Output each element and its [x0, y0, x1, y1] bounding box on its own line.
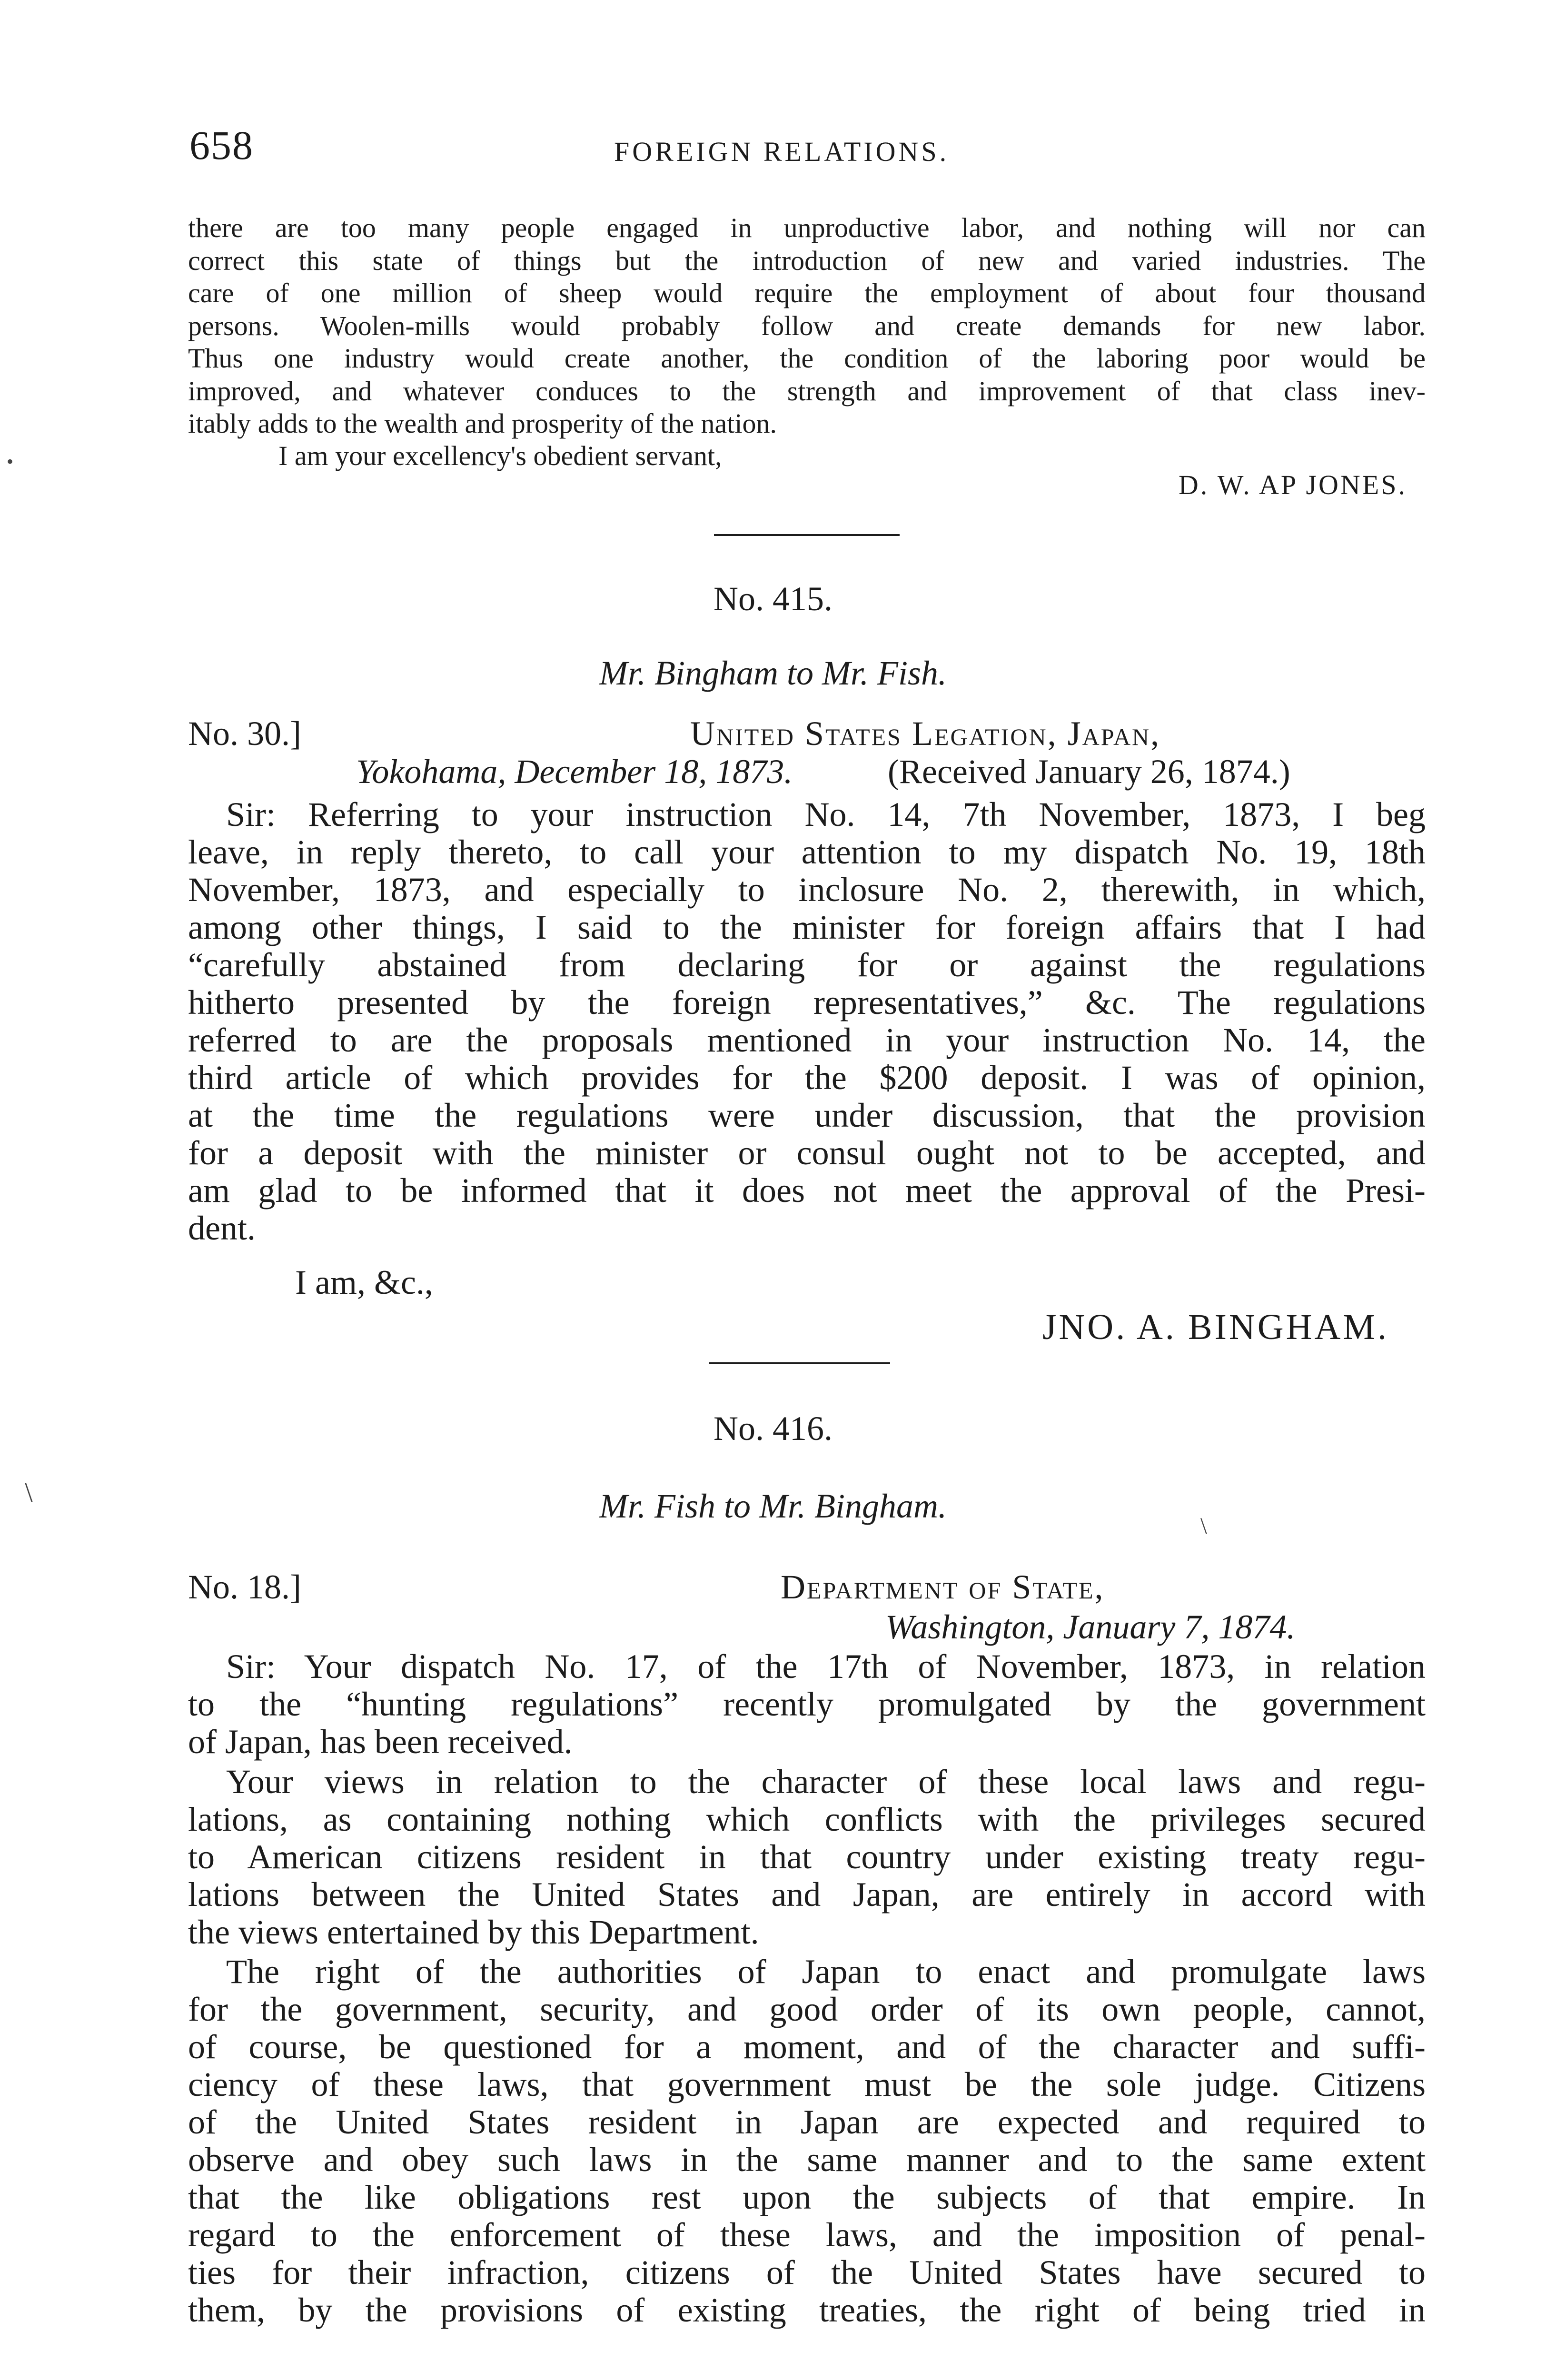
text-line: lations, as containing nothing which conflicts with the privileges secured [188, 1800, 1426, 1838]
text-line: of course, be questioned for a moment, and of the character and suffi- [188, 2028, 1426, 2066]
text-line: itably adds to the wealth and prosperity of the nation. [188, 408, 777, 439]
text-line: ciency of these laws, that government must be the sole judge. Citizens [188, 2065, 1426, 2103]
text-line: Sir: Your dispatch No. 17, of the 17th of November, 1873, in relation [226, 1647, 1426, 1686]
stray-stroke-mark-right: \ [1200, 1512, 1207, 1539]
text-line: for the government, security, and good order of its own people, cannot, [188, 1990, 1426, 2028]
text-line: care of one million of sheep would require the employment of about four thousand [188, 278, 1426, 308]
text-line: Thus one industry would create another, the condition of the laboring poor would be [188, 343, 1426, 374]
running-title: FOREIGN RELATIONS. [614, 136, 950, 167]
text-line: there are too many people engaged in unproductive labor, and nothing will nor can [188, 212, 1426, 243]
doc-416-number: No. 416. [714, 1409, 832, 1448]
text-line: persons. Woolen-mills would probably follow and create demands for new labor. [188, 310, 1426, 341]
doc-415-dispatch-number: No. 30.] [188, 714, 301, 753]
text-line: that the like obligations rest upon the subjects of that empire. In [188, 2178, 1426, 2216]
text-line: am glad to be informed that it does not meet the approval of the Presi- [188, 1171, 1426, 1210]
text-line: leave, in reply thereto, to call your attention to my dispatch No. 19, 18th [188, 833, 1426, 871]
intro-closing: I am your excellency's obedient servant, [278, 440, 722, 471]
doc-415-body [188, 796, 1426, 1247]
text-line: regard to the enforcement of these laws, and the imposition of penal- [188, 2216, 1426, 2254]
text-line: referred to are the proposals mentioned in your instruction No. 14, the [188, 1021, 1426, 1059]
section-divider [714, 534, 900, 536]
doc-415-closing: I am, &c., [295, 1263, 433, 1301]
doc-416-place-date: Washington, January 7, 1874. [885, 1608, 1296, 1646]
stray-dot-mark: • [7, 451, 14, 472]
doc-415-number: No. 415. [714, 580, 832, 618]
stray-stroke-mark-left: \ [25, 1477, 33, 1508]
text-line: improved, and whatever conduces to the strength and improvement of that class inev- [188, 375, 1426, 407]
text-line: to American citizens resident in that country under existing treaty regu- [188, 1838, 1426, 1876]
intro-paragraph [188, 212, 1426, 440]
text-line: the views entertained by this Department. [188, 1913, 759, 1951]
doc-416-paragraph-2 [188, 1763, 1426, 1951]
doc-416-paragraph-1 [188, 1648, 1426, 1761]
text-line: Your views in relation to the character of these local laws and regu- [226, 1763, 1426, 1801]
text-line: November, 1873, and especially to inclosure No. 2, therewith, in which, [188, 871, 1426, 909]
doc-416-place-date-line [885, 1610, 1295, 1644]
text-line: observe and obey such laws in the same manner and to the same extent [188, 2141, 1426, 2179]
text-line: The right of the authorities of Japan to enact and promulgate laws [226, 1953, 1426, 1991]
text-line: to the “hunting regulations” recently promulgated by the government [188, 1685, 1426, 1723]
doc-415-title: Mr. Bingham to Mr. Fish. [599, 654, 947, 692]
text-line: at the time the regulations were under discussion, that the provision [188, 1096, 1426, 1134]
doc-415-received-date: (Received January 26, 1874.) [888, 753, 1290, 791]
doc-415-place-date: Yokohama, December 18, 1873. [356, 753, 793, 791]
section-divider [709, 1362, 890, 1364]
text-line: “carefully abstained from declaring for or against the regulations [188, 946, 1426, 984]
doc-415-legation: United States Legation, Japan, [690, 714, 1161, 753]
text-line: Sir: Referring to your instruction No. 14, 7th November, 1873, I beg [226, 795, 1426, 833]
doc-416-title: Mr. Fish to Mr. Bingham. [599, 1487, 947, 1525]
intro-signature: D. W. AP JONES. [1178, 469, 1407, 500]
text-line: correct this state of things but the introduction of new and varied industries. The [188, 245, 1426, 276]
text-line: hitherto presented by the foreign representatives,” &c. The regulations [188, 983, 1426, 1021]
text-line: ties for their infraction, citizens of the United States have secured to [188, 2253, 1426, 2291]
text-line: lations between the United States and Japan, are entirely in accord with [188, 1875, 1426, 1914]
doc-416-dispatch-number: No. 18.] [188, 1568, 301, 1606]
doc-415-signature: JNO. A. BINGHAM. [1042, 1307, 1389, 1347]
text-line: of the United States resident in Japan are expected and required to [188, 2103, 1426, 2141]
text-line: them, by the provisions of existing treaties, the right of being tried in [188, 2291, 1426, 2329]
text-line: dent. [188, 1209, 256, 1247]
text-line: for a deposit with the minister or consul ought not to be accepted, and [188, 1134, 1426, 1172]
text-line: among other things, I said to the minister for foreign affairs that I had [188, 908, 1426, 946]
intro-closing-line [188, 440, 1426, 473]
page-number: 658 [189, 122, 254, 168]
doc-416-paragraph-3 [188, 1953, 1426, 2329]
text-line: third article of which provides for the $200 deposit. I was of opinion, [188, 1059, 1426, 1097]
doc-416-department: Department of State, [781, 1568, 1105, 1606]
text-line: of Japan, has been received. [188, 1723, 573, 1761]
